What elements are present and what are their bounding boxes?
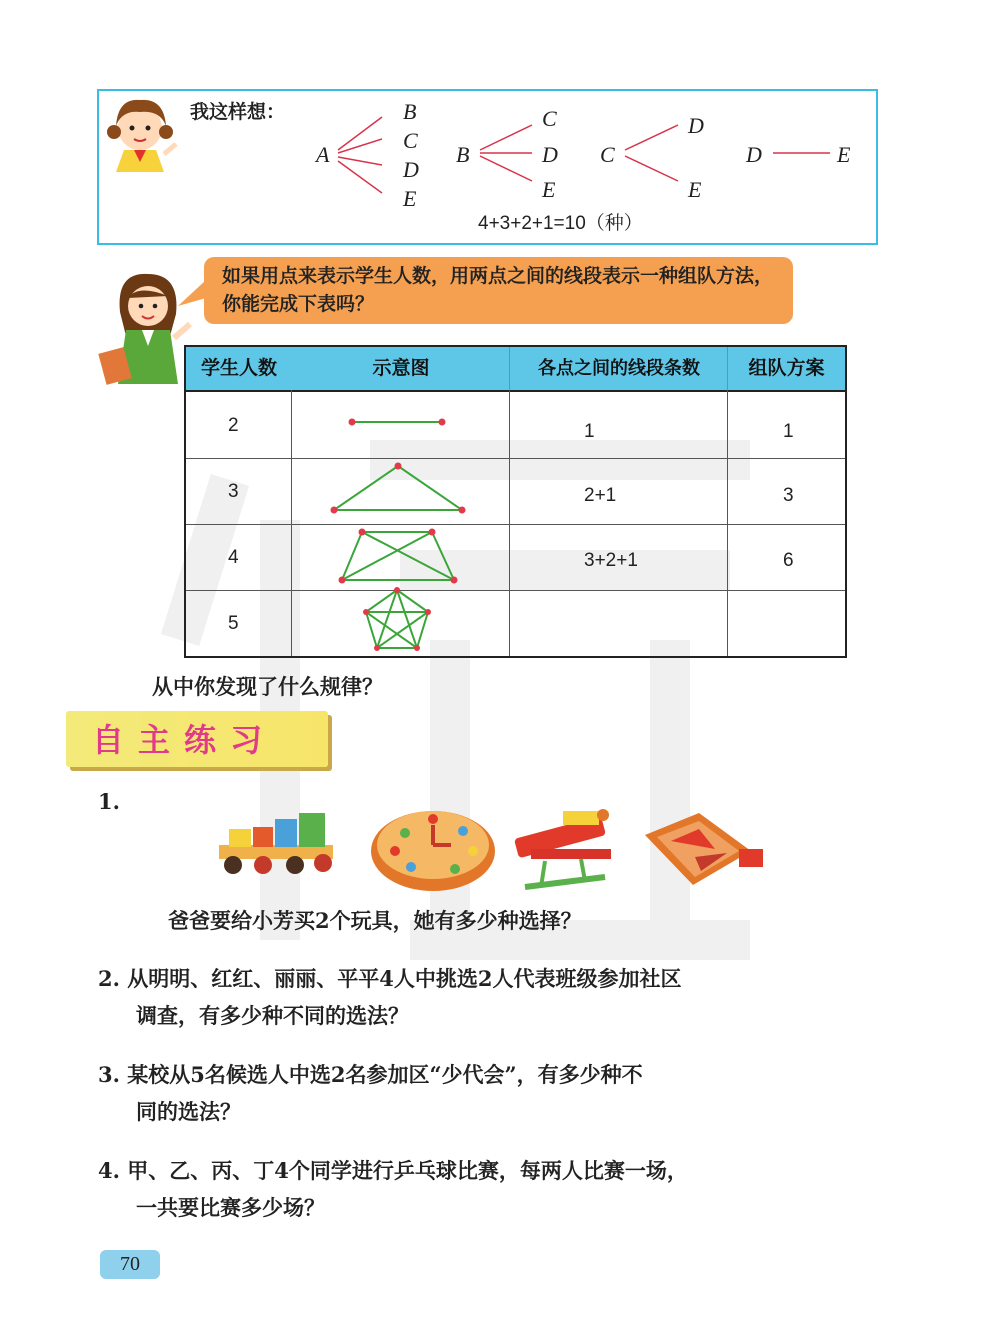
row1-students: 2 [228, 415, 239, 436]
node-d: D [403, 157, 419, 182]
node-b: B [456, 142, 470, 167]
pairing-table [184, 345, 847, 658]
toy-tangram-icon [645, 813, 763, 885]
q4-line1: 4. 甲、乙、丙、丁4个同学进行乒乓球比赛，每两人比赛一场， [98, 1158, 688, 1183]
header-students: 学生人数 [186, 347, 292, 390]
toy-train-icon [219, 813, 333, 874]
q4-line2: 一共要比赛多少场？ [136, 1195, 325, 1220]
page-number: 70 [120, 1253, 140, 1275]
toy-clock-icon [371, 811, 495, 891]
node-e: E [837, 142, 851, 167]
girl-avatar [102, 92, 180, 172]
node-e: E [688, 177, 702, 202]
toy-plane-icon [514, 809, 611, 887]
formula: 4+3+2+1=10（种） [478, 213, 643, 234]
node-c: C [600, 142, 615, 167]
row2-segments: 2+1 [584, 485, 617, 506]
practice-banner-title: 自主练习 [92, 721, 277, 759]
node-c: C [403, 128, 418, 153]
row1-segments: 1 [584, 421, 595, 442]
node-d: D [542, 142, 558, 167]
q3-line1: 3. 某校从5名候选人中选2名参加区“少代会”，有多少种不 [98, 1062, 643, 1087]
think-label: 我这样想： [190, 101, 286, 123]
q1-number: 1. [98, 789, 120, 814]
node-e: E [542, 177, 556, 202]
node-b: B [403, 99, 417, 124]
finding-question: 从中你发现了什么规律？ [152, 674, 383, 699]
row3-segments: 3+2+1 [584, 550, 638, 571]
node-e: E [403, 186, 417, 211]
dot-diagrams [330, 400, 480, 660]
q2-line2: 调查，有多少种不同的选法？ [136, 1003, 409, 1028]
row1-plans: 1 [783, 421, 794, 442]
q3-line2: 同的选法？ [136, 1099, 241, 1124]
header-segments: 各点之间的线段条数 [510, 347, 728, 390]
node-d: D [746, 142, 762, 167]
header-plans: 组队方案 [728, 347, 845, 390]
row2-students: 3 [228, 481, 239, 502]
q2-line1: 2. 从明明、红红、丽丽、平平4人中挑选2人代表班级参加社区 [98, 966, 682, 991]
row4-students: 5 [228, 613, 239, 634]
bubble-tail [178, 280, 208, 310]
pairing-diagram [300, 95, 870, 210]
q1-text: 爸爸要给小芳买2个玩具，她有多少种选择？ [168, 908, 582, 933]
toys-illustration [215, 805, 775, 900]
row3-plans: 6 [783, 550, 794, 571]
node-c: C [542, 106, 557, 131]
row3-students: 4 [228, 547, 239, 568]
row2-plans: 3 [783, 485, 794, 506]
node-d: D [688, 113, 704, 138]
bubble-text: 如果用点来表示学生人数，用两点之间的线段表示一种组队方法，你能完成下表吗？ [222, 265, 774, 315]
node-a: A [316, 142, 330, 167]
header-diagram: 示意图 [292, 347, 510, 390]
